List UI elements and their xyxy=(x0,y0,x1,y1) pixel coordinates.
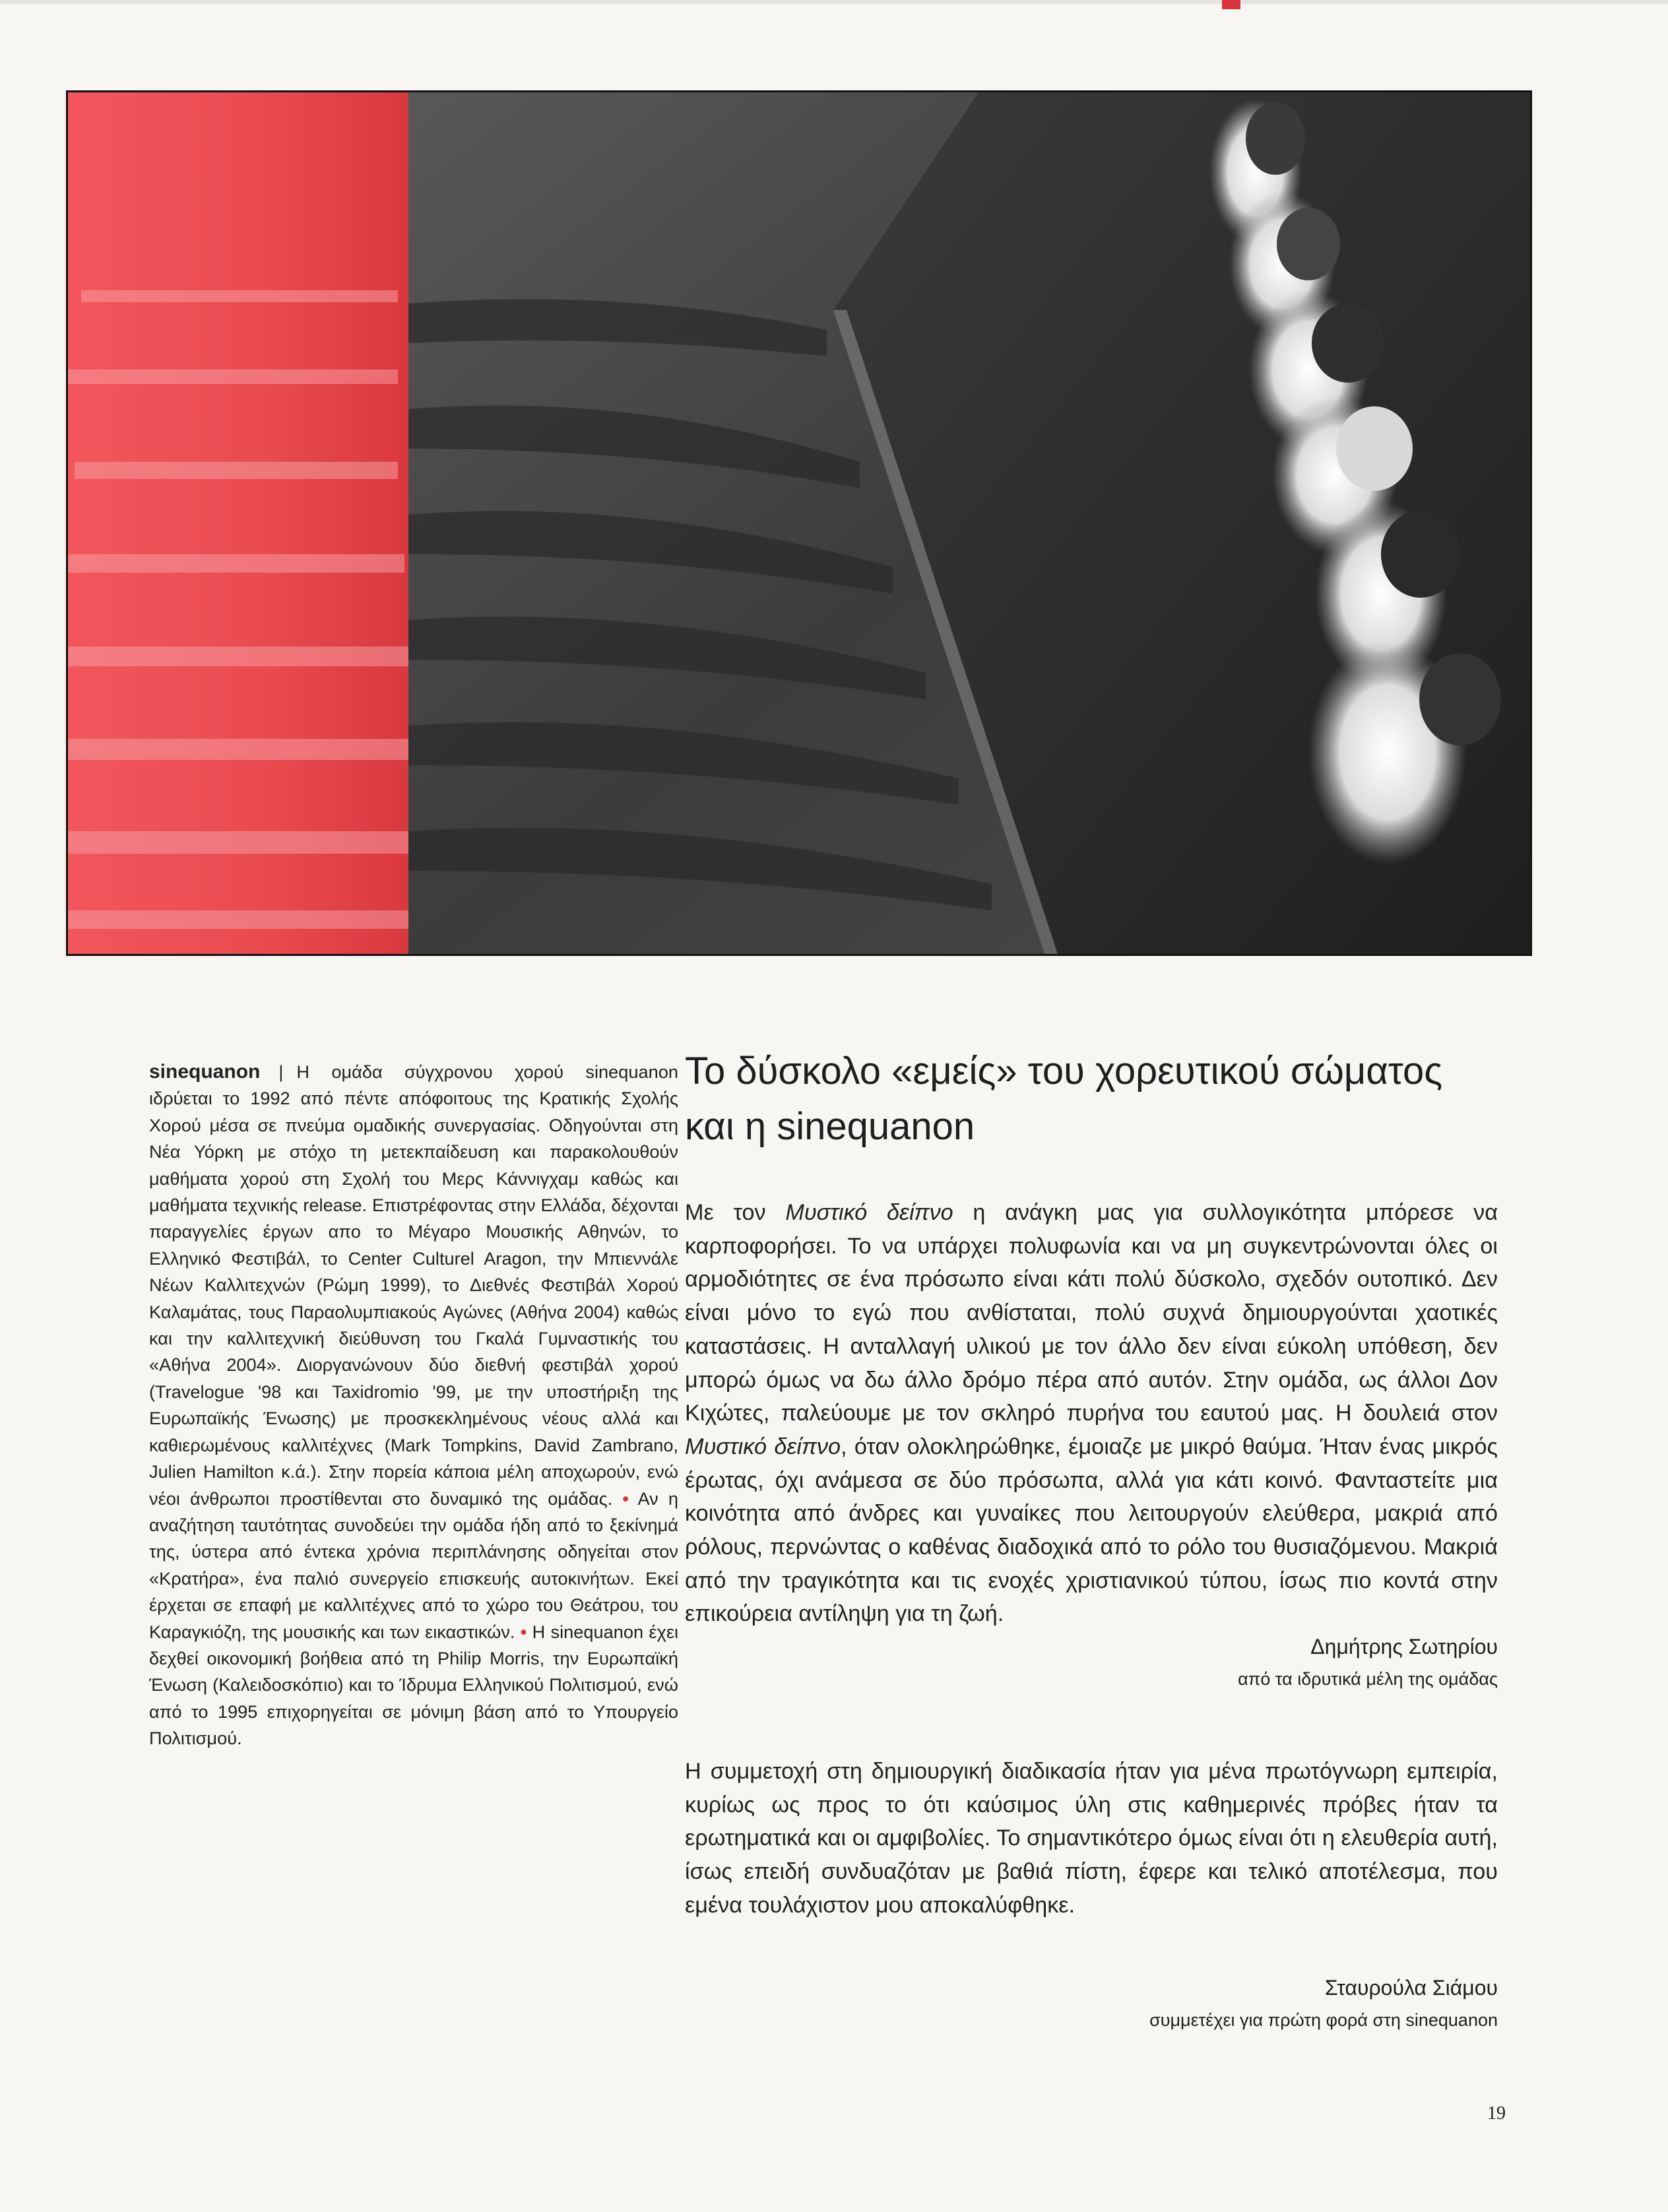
bullet-icon: • xyxy=(520,1621,527,1642)
article-paragraph-1 xyxy=(685,1196,1498,1631)
sidebar-separator: | xyxy=(278,1061,284,1082)
page-number: 19 xyxy=(1487,2103,1506,2124)
paragraph-text: , όταν ολοκληρώθηκε, έμοιαζε με μικρό θαύμα. Ήταν ένας μικρός έρωτας, όχι ανάμεσα σε δύο πρόσωπα, αλλά για κάτι κοινό. Φανταστείτε μια κοινότητα από άνδρες και γυναίκες που λειτουργούν ελεύθερα, μακριά από ρόλους, περνώντας ο καθένας διαδοχικά από το ρόλο του θυσιαζόμενου. Μακριά από την τραγικότητα και τις ενοχές χριστιανικού τύπου, ίσως πιο κοντά στην επικούρεια αντίληψη για τη ζωή. xyxy=(685,1434,1498,1627)
work-title: Μυστικό δείπνο xyxy=(785,1200,953,1225)
article-title-line-1: Το δύσκολο «εμείς» του χορευτικού σώματος xyxy=(685,1050,1443,1092)
sidebar-text-2: Αν η αναζήτηση ταυτότητας συνοδεύει την ομάδα ήδη από το ξεκίνημά της, ύστερα από έντεκα χρόνια περιπλάνησης οδηγείται στον «Κρατήρα», ένα παλιό συνεργείο επισκευής αυτοκινήτων. Εκεί έρχεται σε επαφή με καλλιτέχνες από το χώρο του Θεάτρου, του Καραγκιόζη, της μουσικής και των εικαστικών. xyxy=(149,1488,678,1642)
top-rule xyxy=(0,0,1668,4)
bullet-icon: • xyxy=(622,1488,629,1509)
paragraph-text: Με τον xyxy=(685,1200,786,1225)
dancers-photo-icon xyxy=(68,92,1530,954)
article-paragraph-2: Η συμμετοχή στη δημιουργική διαδικασία ήταν για μένα πρωτόγνωρη εμπειρία, κυρίως ως προς το ότι καύσιμος ύλη στις καθημερινές πρόβες ήταν τα ερωτηματικά και οι αμφιβολίες. Το σημαντικότερο όμως είναι ότι η ελευθερία αυτή, ίσως επειδή συνδυαζόταν με βαθιά πίστη, έφερε και τελικό αποτέλεσμα, που εμένα τουλάχιστον μου αποκαλύφθηκε. xyxy=(685,1759,1498,1918)
sidebar-text-3: Η sinequanon έχει δεχθεί οικονομική βοήθεια από τη Philip Morris, την Ευρωπαϊκή Ένωση (Καλειδοσκόπιο) και το Ίδρυμα Ελληνικού Πολιτισμού, ενώ από το 1995 επιχορηγείται σε μόνιμη βάση από το Υπουργείο Πολιτισμού. xyxy=(149,1621,678,1749)
article-title-line-2: και η sinequanon xyxy=(685,1105,975,1148)
signature-2-name: Σταυρούλα Σιάμου xyxy=(1325,1976,1498,2000)
work-title: Μυστικό δείπνο xyxy=(685,1434,841,1459)
signature-2-role: συμμετέχει για πρώτη φορά στη sinequanon xyxy=(1149,2010,1498,2030)
sidebar-text-1: Η ομάδα σύγχρονου χορού sinequanon ιδρύεται το 1992 από πέντε απόφοιτους της Κρατικής Σχολής Χορού μέσα σε πνεύμα ομαδικής συνεργασίας. Οδηγούνται στη Νέα Υόρκη με στόχο τη μετεκπαίδευση και παρακολουθούν μαθήματα χορού στη Σχολή του Μερς Κάννιγχαμ καθώς και μαθήματα τεχνικής release. Επιστρέφοντας στην Ελλάδα, δέχονται παραγγελίες έργων απο το Μέγαρο Μουσικής Αθηνών, το Ελληνικό Φεστιβάλ, το Center Culturel Aragon, την Μπιεννάλε Νέων Καλλιτεχνών (Ρώμη 1999), το Διεθνές Φεστιβάλ Χορού Καλαμάτας, τους Παραολυμπιακούς Αγώνες (Αθήνα 2004) καθώς και την καλλιτεχνική διεύθυνση του Γκαλά Γυμναστικής του «Αθήνα 2004». Διοργανώνουν δύο διεθνή φεστιβάλ χορού (Travelogue '98 και Taxidromio '99, με την υποστήριξη της Ευρωπαϊκής Ένωσης) με προσκεκλημένους νέους αλλά και καθιερωμένους καλλιτέχνες (Mark Tompkins, David Zambrano, Julien Hamilton κ.ά.). Στην πορεία κάποια μέλη αποχωρούν, ενώ νέοι άνθρωποι προστίθενται στο δυναμικό της ομάδας. xyxy=(149,1061,678,1509)
signature-1-name: Δημήτρης Σωτηρίου xyxy=(1310,1635,1498,1659)
article-title xyxy=(685,1044,1529,1154)
sidebar-title: sinequanon xyxy=(149,1061,261,1083)
dancers-photo xyxy=(66,90,1532,956)
paragraph-text: η ανάγκη μας για συλλογικότητα μπόρεσε να καρποφορήσει. Το να υπάρχει πολυφωνία και να μη συγκεντρώνονται όλες οι αρμοδιότητες σε ένα πρόσωπο είναι κάτι πολύ δύσκολο, σχεδόν ουτοπικό. Δεν είναι μόνο το εγώ που ανθίσταται, πολύ συχνά δημιουργούνται χαοτικές καταστάσεις. Η ανταλλαγή υλικού με τον άλλο δεν είναι εύκολη υπόθεση, δεν μπορώ όμως να δω άλλο δρόμο πέρα από αυτόν. Στην ομάδα, ως άλλοι Δον Κιχώτες, παλεύουμε με τον σκληρό πυρήνα του εαυτού μας. Η δουλειά στον xyxy=(685,1200,1498,1426)
corner-color-mark xyxy=(1222,0,1240,9)
signature-1-role: από τα ιδρυτικά μέλη της ομάδας xyxy=(1238,1669,1498,1689)
sidebar-column xyxy=(149,1059,678,1752)
